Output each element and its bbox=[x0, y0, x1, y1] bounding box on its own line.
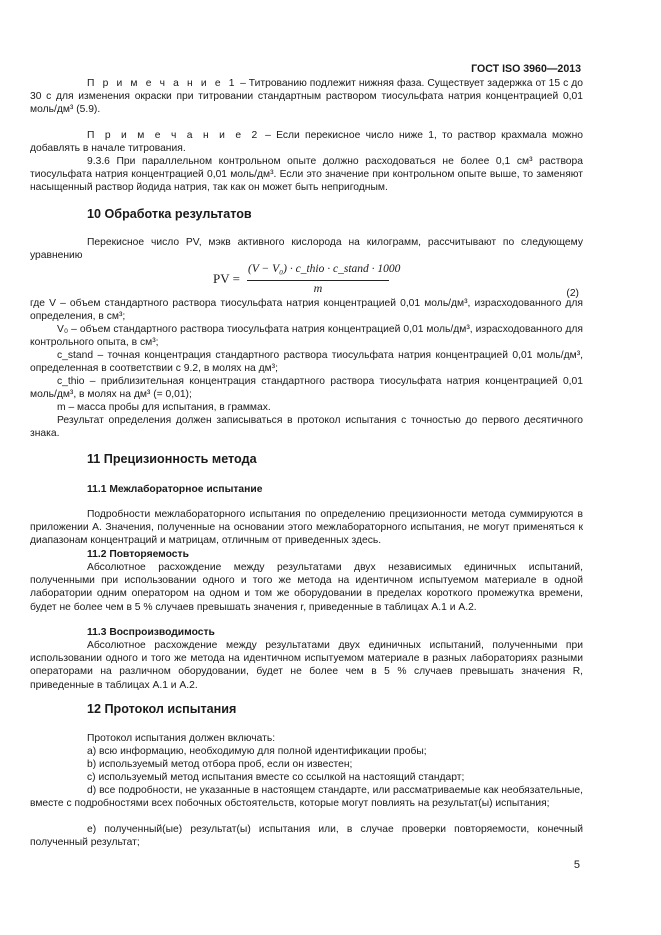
equation-number: (2) bbox=[566, 288, 579, 299]
section-12-intro: Протокол испытания должен включать: bbox=[87, 733, 276, 744]
section-11-3-text: Абсолютное расхождение между результатами двух единичных испытаний, полученными при использовании одного и того же метода на идентичном испытуемом материале в разных лабораториях разными операторами на различном оборудовании, будет не более чем в 5 % случаев превышать значения R, приведенные в таблицах А.1 и А.2. bbox=[30, 640, 583, 691]
note-2 bbox=[30, 129, 583, 155]
section-11-2-text: Абсолютное расхождение между результатами двух независимых единичных испытаний, полученными при использовании одного и того же метода на идентичном испытуемом материале в одной лаборатории одним оператором на одном и том же оборудовании в пределах короткого промежутка времени, будет не более чем в 5 % случаев превышать значения r, приведенные в таблицах А.1 и А.2. bbox=[30, 562, 583, 613]
note-1-text: – Титрованию подлежит нижняя фаза. Существует задержка от 15 с до 30 с для изменения окраски при титровании стандартным раствором тиосульфата натрия концентрацией 0,01 моль/дм³ (5.9). bbox=[30, 78, 583, 116]
where-cthio: c_thio – приблизительная концентрация стандартного раствора тиосульфата натрия концентрацией 0,01 моль/дм³, в молях на дм³ (= 0,01); bbox=[30, 376, 583, 401]
note-2-text: – Если перекисное число ниже 1, то раствор крахмала можно добавлять в начале титрования. bbox=[30, 130, 583, 155]
clause-9-3-6: 9.3.6 При параллельном контрольном опыте должно расходоваться не более 0,1 см³ раствора тиосульфата натрия концентрацией 0,01 моль/дм³. Если это значение при контрольном опыте выше, то заменяют насыщенный раствор йодида натрия, так как он может быть непригодным. bbox=[30, 156, 583, 194]
page-number: 5 bbox=[573, 859, 580, 871]
note-1-label: П р и м е ч а н и е 1 bbox=[87, 78, 238, 89]
section-11-1-title: 11.1 Межлабораторное испытание bbox=[87, 484, 263, 495]
formula-denominator: m bbox=[313, 281, 323, 295]
list-item-b: b) используемый метод отбора проб, если он известен; bbox=[87, 759, 353, 770]
where-v: где V – объем стандартного раствора тиосульфата натрия концентрацией 0,01 моль/дм³, израсходованного для определения, в см³; bbox=[30, 298, 583, 323]
section-11-2-title: 11.2 Повторяемость bbox=[87, 549, 189, 560]
section-11-3-title: 11.3 Воспроизводимость bbox=[87, 627, 215, 638]
formula-numerator: (V − V₀) · c_thio · c_stand · 1000 bbox=[248, 263, 401, 275]
section-11-title: 11 Прецизионность метода bbox=[87, 452, 257, 466]
section-10-title: 10 Обработка результатов bbox=[87, 207, 252, 221]
formula-2 bbox=[213, 263, 401, 295]
section-11-1-text: Подробности межлабораторного испытания по определению прецизионности метода суммируются в приложении А. Значения, полученные на основании этого межлабораторного испытания, не могут применяться к диапазонам концентраций и матрицам, отличным от приведенных здесь. bbox=[30, 509, 583, 547]
list-item-c: c) используемый метод испытания вместе со ссылкой на настоящий стандарт; bbox=[87, 772, 465, 783]
standard-header: ГОСТ ISO 3960—2013 bbox=[471, 63, 581, 75]
note-2-label: П р и м е ч а н и е 2 bbox=[87, 130, 260, 141]
section-12-title: 12 Протокол испытания bbox=[87, 702, 237, 716]
where-v0: V₀ – объем стандартного раствора тиосульфата натрия концентрацией 0,01 моль/дм³, израсходованного для контрольного опыта, в см³; bbox=[30, 324, 583, 349]
section-10-intro: Перекисное число PV, мэкв активного кислорода на килограмм, рассчитывают по следующему уравнению bbox=[30, 237, 583, 262]
note-1 bbox=[30, 77, 583, 117]
result-rounding: Результат определения должен записываться в протокол испытания с точностью до первого десятичного знака. bbox=[30, 415, 583, 440]
list-item-d: d) все подробности, не указанные в настоящем стандарте, или рассматриваемые как необязательные, вместе с подробностями всех побочных обстоятельств, которые могут повлиять на результат(ы) испытания; bbox=[30, 785, 583, 810]
list-item-e: e) полученный(ые) результат(ы) испытания или, в случае проверки повторяемости, конечный полученный результат; bbox=[30, 824, 583, 849]
list-item-a: a) всю информацию, необходимую для полной идентификации пробы; bbox=[87, 746, 427, 757]
where-cstand: c_stand – точная концентрация стандартного раствора тиосульфата натрия концентрацией 0,01 моль/дм³, определенная в соответствии с 9.2, в молях на дм³; bbox=[30, 350, 583, 375]
formula-lhs: PV = bbox=[213, 271, 240, 286]
where-m: m – масса пробы для испытания, в граммах. bbox=[57, 402, 271, 413]
